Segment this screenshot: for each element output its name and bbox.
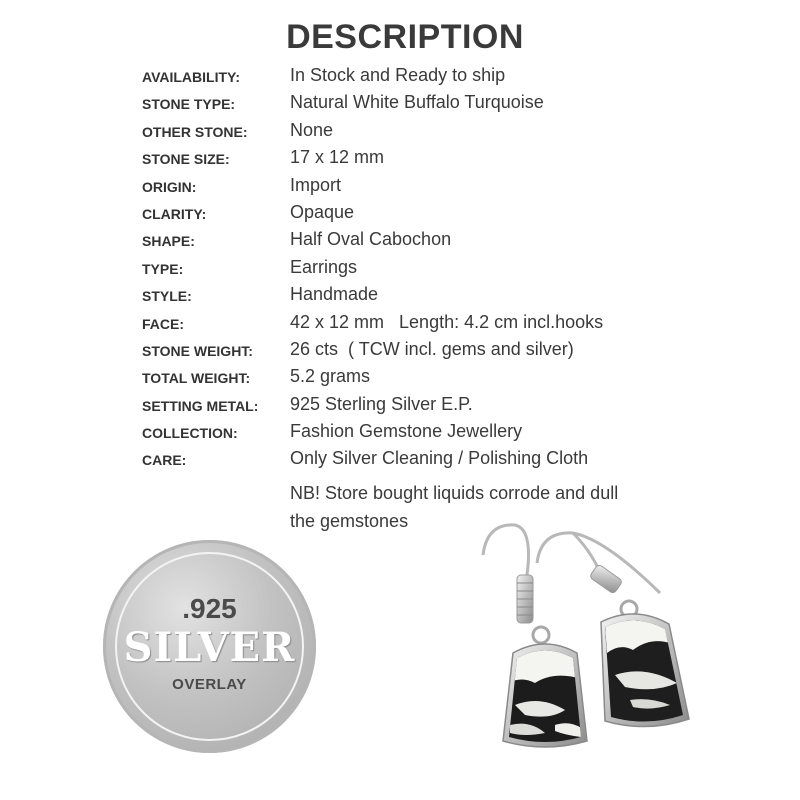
earrings-product-image — [455, 515, 755, 795]
spec-row-care — [142, 446, 742, 473]
spec-label: CARE: — [142, 452, 187, 469]
spec-row-origin — [142, 173, 742, 200]
spec-row-clarity — [142, 200, 742, 227]
spec-label: TYPE: — [142, 260, 184, 277]
spec-row-stone-type — [142, 90, 742, 117]
spec-row-setting-metal — [142, 392, 742, 419]
spec-label: ORIGIN: — [142, 178, 197, 195]
spec-label: STONE TYPE: — [142, 96, 236, 113]
spec-label: STYLE: — [142, 288, 192, 305]
spec-value: Half Oval Cabochon — [290, 229, 452, 250]
care-note-line-2: the gemstones — [290, 511, 409, 531]
spec-label: FACE: — [142, 315, 184, 332]
spec-label: STONE SIZE: — [142, 151, 230, 168]
spec-value: Only Silver Cleaning / Polishing Cloth — [290, 448, 589, 469]
spec-label: SHAPE: — [142, 233, 195, 250]
spec-value: 26 cts ( TCW incl. gems and silver) — [290, 338, 574, 359]
care-note-line-1: NB! Store bought liquids corrode and dull — [290, 483, 619, 503]
spec-row-stone-weight — [142, 337, 742, 364]
right-earring-stone — [595, 605, 695, 735]
spec-value: Fashion Gemstone Jewellery — [290, 421, 523, 442]
spec-label: COLLECTION: — [142, 425, 238, 442]
spec-row-shape — [142, 227, 742, 254]
left-earring-stone — [495, 635, 595, 755]
badge-overlay-text: OVERLAY — [172, 676, 247, 693]
spec-row-total-weight — [142, 364, 742, 391]
spec-value: 17 x 12 mm — [290, 147, 385, 168]
badge-925-text: .925 — [182, 593, 237, 624]
spec-value: Opaque — [290, 201, 355, 222]
silver-overlay-badge — [103, 540, 316, 753]
page-title: DESCRIPTION — [286, 18, 524, 56]
spec-row-type — [142, 255, 742, 282]
spec-table — [142, 63, 742, 474]
spec-row-stone-size — [142, 145, 742, 172]
spec-value: Earrings — [290, 256, 358, 277]
spec-value: Natural White Buffalo Turquoise — [290, 92, 544, 113]
spec-value: 42 x 12 mm Length: 4.2 cm incl.hooks — [290, 311, 604, 332]
spec-row-availability — [142, 63, 742, 90]
spec-row-other-stone — [142, 118, 742, 145]
spec-row-collection — [142, 419, 742, 446]
spec-label: CLARITY: — [142, 205, 207, 222]
spec-value: None — [290, 119, 334, 140]
spec-label: STONE WEIGHT: — [142, 342, 253, 359]
spec-row-style — [142, 282, 742, 309]
right-ear-hook — [537, 533, 660, 617]
spec-value: 925 Sterling Silver E.P. — [290, 393, 473, 414]
spec-value: Handmade — [290, 284, 379, 305]
spec-value: 5.2 grams — [290, 366, 371, 387]
left-ear-hook — [483, 525, 549, 643]
spec-label: TOTAL WEIGHT: — [142, 370, 251, 387]
badge-silver-text: SILVER — [123, 624, 296, 671]
spec-label: OTHER STONE: — [142, 123, 248, 140]
spec-value: In Stock and Ready to ship — [290, 65, 506, 85]
spec-row-face — [142, 310, 742, 337]
spec-value: Import — [290, 174, 342, 195]
spec-label: AVAILABILITY: — [142, 69, 240, 85]
spec-label: SETTING METAL: — [142, 397, 259, 414]
